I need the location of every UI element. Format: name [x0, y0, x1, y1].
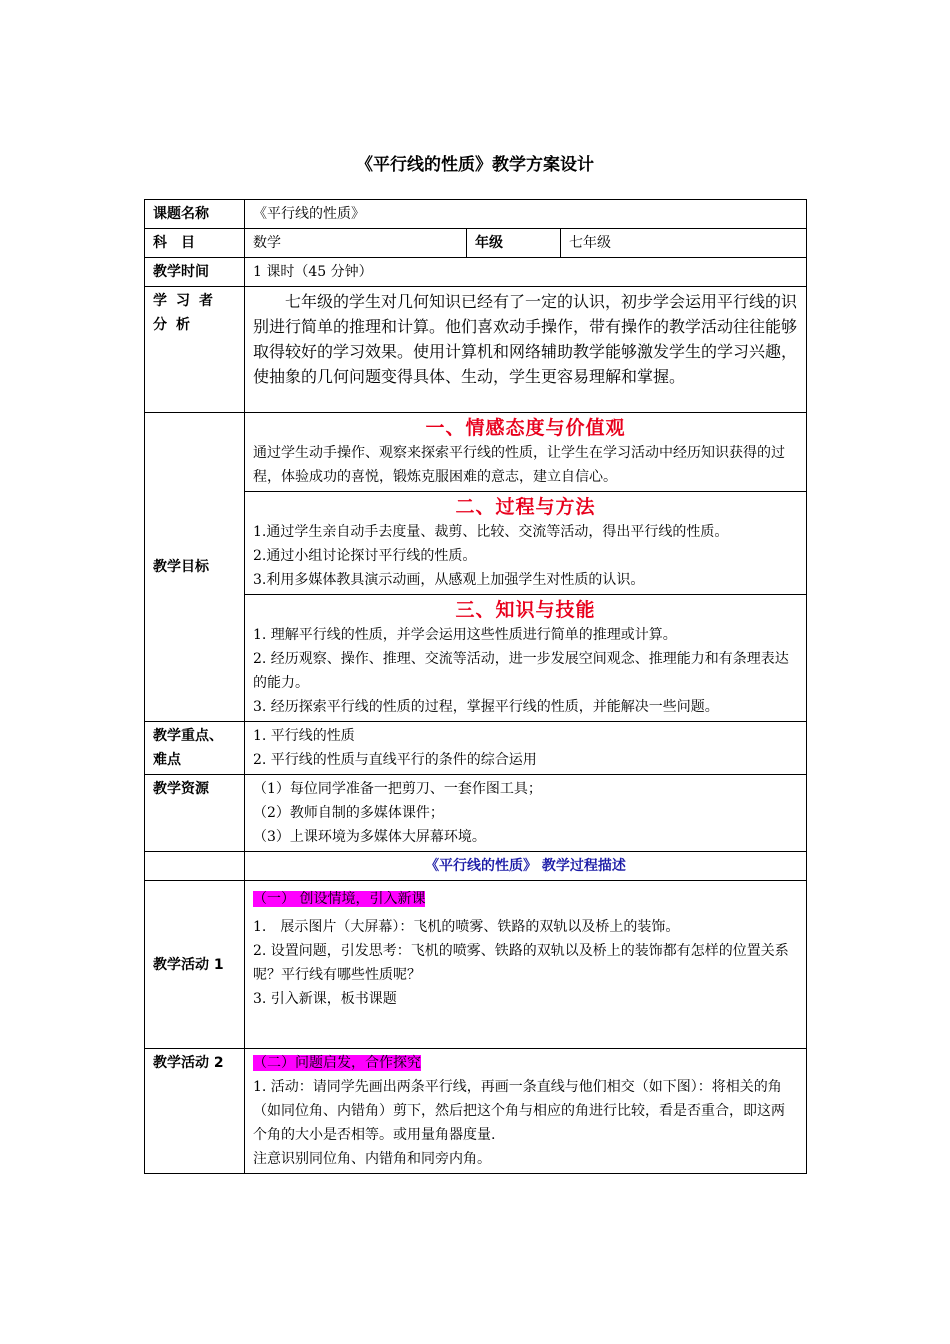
- time-value: 1 课时（45 分钟）: [245, 258, 807, 287]
- subject-value: 数学: [245, 229, 467, 258]
- topic-label: 课题名称: [145, 200, 245, 229]
- activity-2-label: 教学活动 2: [145, 1049, 245, 1174]
- goal-section-2-line: 1.通过学生亲自动手去度量、裁剪、比较、交流等活动，得出平行线的性质。: [253, 524, 729, 540]
- resource-line: （2）教师自制的多媒体课件；: [253, 805, 444, 821]
- subject-label: 科 目: [145, 229, 245, 258]
- goal-section-2-line: 2.通过小组讨论探讨平行线的性质。: [253, 548, 477, 564]
- grade-label: 年级: [467, 229, 561, 258]
- activity-1-line: 3. 引入新课，板书课题: [253, 991, 397, 1007]
- grade-value: 七年级: [561, 229, 807, 258]
- resource-line: （3）上课环境为多媒体大屏幕环境。: [253, 829, 486, 845]
- goal-section-1-line: 通过学生动手操作、观察来探索平行线的性质，让学生在学习活动中经历知识获得的过程，体验成功的喜悦，锻炼克服困难的意志，建立自信心。: [253, 445, 785, 485]
- goal-section-3-line: 2. 经历观察、操作、推理、交流等活动，进一步发展空间观念、推理能力和有条理表达的能力。: [253, 651, 789, 691]
- keypoints-content: [245, 722, 807, 775]
- resource-line: （1）每位同学准备一把剪刀、一套作图工具；: [253, 781, 542, 797]
- goal-section-3-line: 3. 经历探索平行线的性质的过程，掌握平行线的性质，并能解决一些问题。: [253, 699, 719, 715]
- process-header-empty: [145, 852, 245, 881]
- document-title: 《平行线的性质》教学方案设计: [356, 155, 594, 175]
- learner-label: 学习者分析: [145, 287, 245, 413]
- goal-section-2-title: 二、过程与方法: [455, 496, 596, 518]
- lesson-plan-table: [144, 199, 807, 1174]
- activity-1-content: [245, 881, 807, 1049]
- goal-section-3-line: 1. 理解平行线的性质，并学会运用这些性质进行简单的推理或计算。: [253, 627, 677, 643]
- goals-label: 教学目标: [145, 413, 245, 722]
- activity-1-line: 2. 设置问题，引发思考：飞机的喷雾、铁路的双轨以及桥上的装饰都有怎样的位置关系呢？平行线有哪些性质呢？: [253, 943, 789, 983]
- activity-1-label: 教学活动 1: [145, 881, 245, 1049]
- activity-1-heading: （一） 创设情境，引入新课: [253, 891, 426, 907]
- process-header: 《平行线的性质》 教学过程描述: [245, 852, 807, 881]
- keypoint-line: 1. 平行线的性质: [253, 728, 355, 744]
- goal-section-1-title: 一、情感态度与价值观: [425, 417, 626, 439]
- resources-content: [245, 775, 807, 852]
- activity-2-line: 1. 活动：请同学先画出两条平行线，再画一条直线与他们相交（如下图）：将相关的角（如同位角、内错角）剪下，然后把这个角与相应的角进行比较，看是否重合，即这两个角的大小是否相等。或用量角器度量.: [253, 1079, 785, 1143]
- time-label: 教学时间: [145, 258, 245, 287]
- goal-section-3: [245, 595, 807, 722]
- keypoints-label: 教学重点、难点: [145, 722, 245, 775]
- activity-1-line: 1. 展示图片（大屏幕）：飞机的喷雾、铁路的双轨以及桥上的装饰。: [253, 919, 680, 935]
- resources-label: 教学资源: [145, 775, 245, 852]
- activity-2-heading: （二）问题启发，合作探究: [253, 1055, 421, 1071]
- goal-section-2-line: 3.利用多媒体教具演示动画，从感观上加强学生对性质的认识。: [253, 572, 645, 588]
- learner-analysis: [245, 287, 807, 413]
- activity-2-content: [245, 1049, 807, 1174]
- goal-section-2: [245, 492, 807, 595]
- topic-value: 《平行线的性质》: [245, 200, 807, 229]
- learner-text: 七年级的学生对几何知识已经有了一定的认识，初步学会运用平行线的识别进行简单的推理和计算。他们喜欢动手操作，带有操作的教学活动往往能够取得较好的学习效果。使用计算机和网络辅助教学能够激发学生的学习兴趣，使抽象的几何问题变得具体、生动，学生更容易理解和掌握。: [253, 292, 798, 386]
- goal-section-3-title: 三、知识与技能: [455, 599, 596, 621]
- goal-section-1: [245, 413, 807, 492]
- activity-2-line: 注意识别同位角、内错角和同旁内角。: [253, 1151, 491, 1167]
- keypoint-line: 2. 平行线的性质与直线平行的条件的综合运用: [253, 752, 537, 768]
